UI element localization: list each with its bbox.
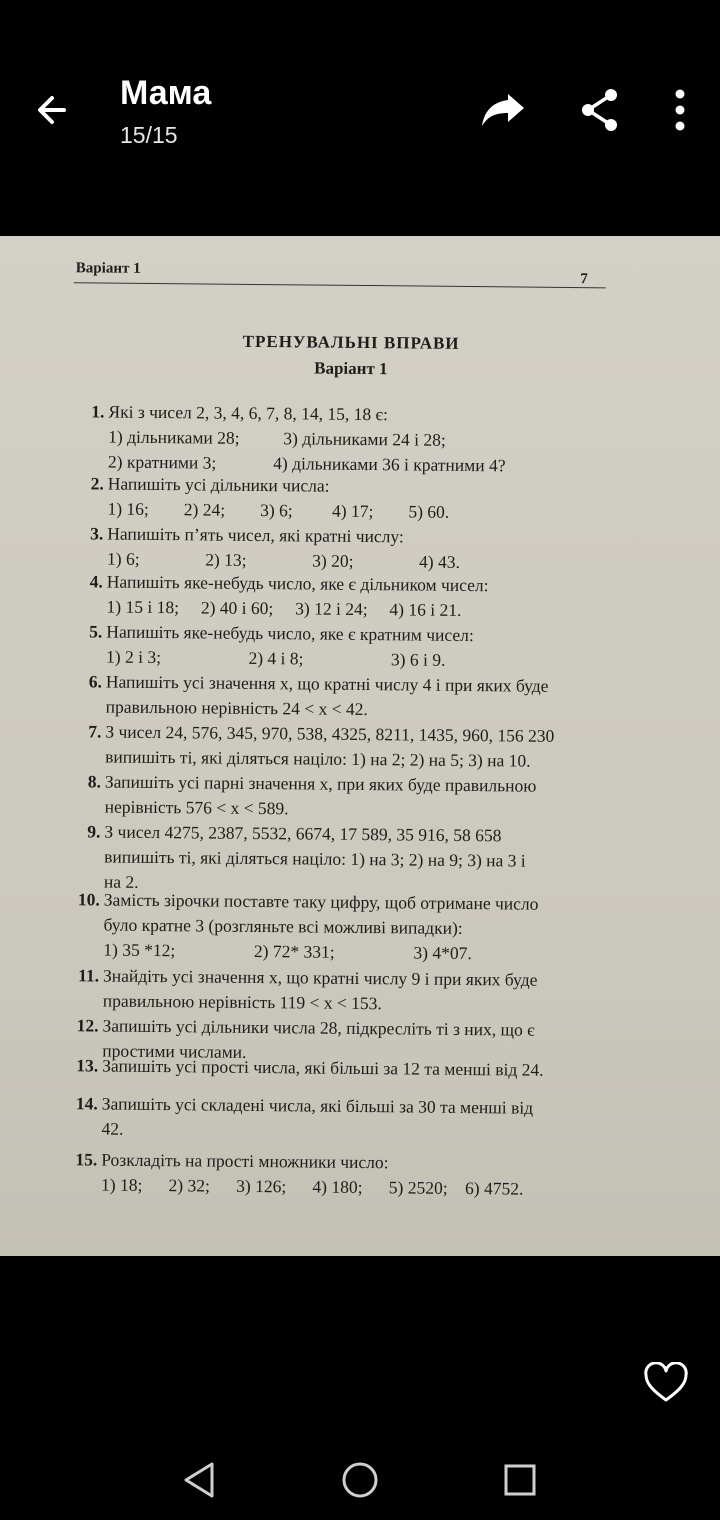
page-heading: ТРЕНУВАЛЬНІ ВПРАВИ <box>242 331 460 353</box>
exercise-number: 6. <box>88 671 102 692</box>
exercise-line: правильною нерівність 24 < x < 42. <box>105 696 368 720</box>
exercise-line: 1) дільниками 28; 3) дільниками 24 і 28; <box>108 426 446 450</box>
exercise-line: Напишіть яке-небудь число, яке є дільником чисел: <box>106 571 489 596</box>
exercise-line: Напишіть п’ять чисел, які кратні числу: <box>107 523 404 547</box>
exercise-line: на 2. <box>103 871 139 892</box>
textbook-page <box>52 252 652 1199</box>
viewer-toolbar <box>0 0 720 170</box>
album-title: Мама <box>120 74 212 112</box>
nav-home-icon[interactable] <box>336 1456 384 1504</box>
exercise-line: було кратне 3 (розгляньте всі можливі випадки): <box>103 914 463 938</box>
exercise-number: 3. <box>90 523 104 544</box>
exercise-line: 1) 16; 2) 24; 3) 6; 4) 17; 5) 60. <box>107 498 450 522</box>
exercise-number: 13. <box>76 1055 99 1076</box>
running-head-label: Варіант 1 <box>75 260 141 277</box>
exercise-number: 5. <box>89 621 103 642</box>
exercise-number: 14. <box>75 1093 98 1114</box>
image-counter: 15/15 <box>120 122 178 148</box>
exercise-line: правильною нерівність 119 < x < 153. <box>102 990 382 1014</box>
exercise-line: Запишіть усі дільники числа 28, підкресліть ті з них, що є <box>102 1015 535 1040</box>
document-photo <box>0 236 720 1256</box>
exercise-line: Замість зірочки поставте таку цифру, щоб отримане число <box>103 889 539 914</box>
share-icon[interactable] <box>578 86 622 134</box>
exercise-number: 1. <box>91 401 105 422</box>
page-subheading: Варіант 1 <box>314 358 388 379</box>
exercise-line: випишіть ті, які діляться націло: 1) на 3; 2) на 9; 3) на 3 і <box>104 846 526 871</box>
nav-recents-icon[interactable] <box>496 1456 544 1504</box>
exercise-line: 1) 15 і 18; 2) 40 і 60; 3) 12 і 24; 4) 16 і 21. <box>106 596 462 620</box>
exercise-number: 10. <box>77 889 100 910</box>
exercise-line: Напишіть усі значення x, що кратні числу 4 і при яких буде <box>105 671 549 696</box>
exercise-line: 1) 2 і 3; 2) 4 і 8; 3) 6 і 9. <box>106 646 446 670</box>
exercise-number: 9. <box>87 821 101 842</box>
exercise-line: З чисел 24, 576, 345, 970, 538, 4325, 8211, 1435, 960, 156 230 <box>105 721 555 746</box>
exercise-line: Напишіть яке-небудь число, яке є кратним чисел: <box>106 621 474 646</box>
exercise-line: З чисел 4275, 2387, 5532, 6674, 17 589, 35 916, 58 658 <box>104 821 502 846</box>
exercise-number: 8. <box>87 771 102 792</box>
exercise-line: простими числами. <box>102 1040 247 1062</box>
page-number: 7 <box>580 271 588 288</box>
exercise-line: Напишіть усі дільники числа: <box>107 473 330 496</box>
arrow-left-icon[interactable] <box>30 88 82 132</box>
exercise-line: Розкладіть на прості множники число: <box>101 1149 389 1173</box>
exercise-line: випишіть ті, які діляться націло: 1) на 2; 2) на 5; 3) на 10. <box>105 746 531 771</box>
exercise-line: 1) 6; 2) 13; 3) 20; 4) 43. <box>106 548 461 572</box>
running-head <box>74 258 606 288</box>
exercise-line: 2) кратними 3; 4) дільниками 36 і кратними 4? <box>107 451 506 476</box>
exercise-number: 4. <box>89 571 103 592</box>
more-vert-icon[interactable] <box>664 86 696 134</box>
exercise-line: Запишіть усі парні значення x, при яких буде правильною <box>104 771 537 796</box>
exercise-line: Які з чисел 2, 3, 4, 6, 7, 8, 14, 15, 18 є: <box>108 401 389 425</box>
exercise-line: 1) 18; 2) 32; 3) 126; 4) 180; 5) 2520; 6) 4752. <box>100 1174 524 1199</box>
exercise-line: 42. <box>101 1118 124 1139</box>
exercise-line: Запишіть усі прості числа, які більші за 12 та менші від 24. <box>102 1055 544 1080</box>
exercise-number: 11. <box>78 965 100 986</box>
exercise-line: нерівність 576 < x < 589. <box>104 796 289 819</box>
heart-icon[interactable] <box>642 1362 690 1404</box>
exercise-number: 7. <box>88 721 102 742</box>
exercise-line: Запишіть усі складені числа, які більші за 30 та менші від <box>101 1093 534 1118</box>
exercise-number: 12. <box>76 1015 99 1036</box>
nav-back-icon[interactable] <box>176 1456 224 1504</box>
exercise-number: 15. <box>75 1149 98 1170</box>
exercise-line: 1) 35 *12; 2) 72* 331; 3) 4*07. <box>103 939 472 964</box>
exercise-line: Знайдіть усі значення x, що кратні числу 9 і при яких буде <box>102 965 538 990</box>
exercise-number: 2. <box>90 473 104 494</box>
forward-arrow-icon[interactable] <box>478 86 530 134</box>
